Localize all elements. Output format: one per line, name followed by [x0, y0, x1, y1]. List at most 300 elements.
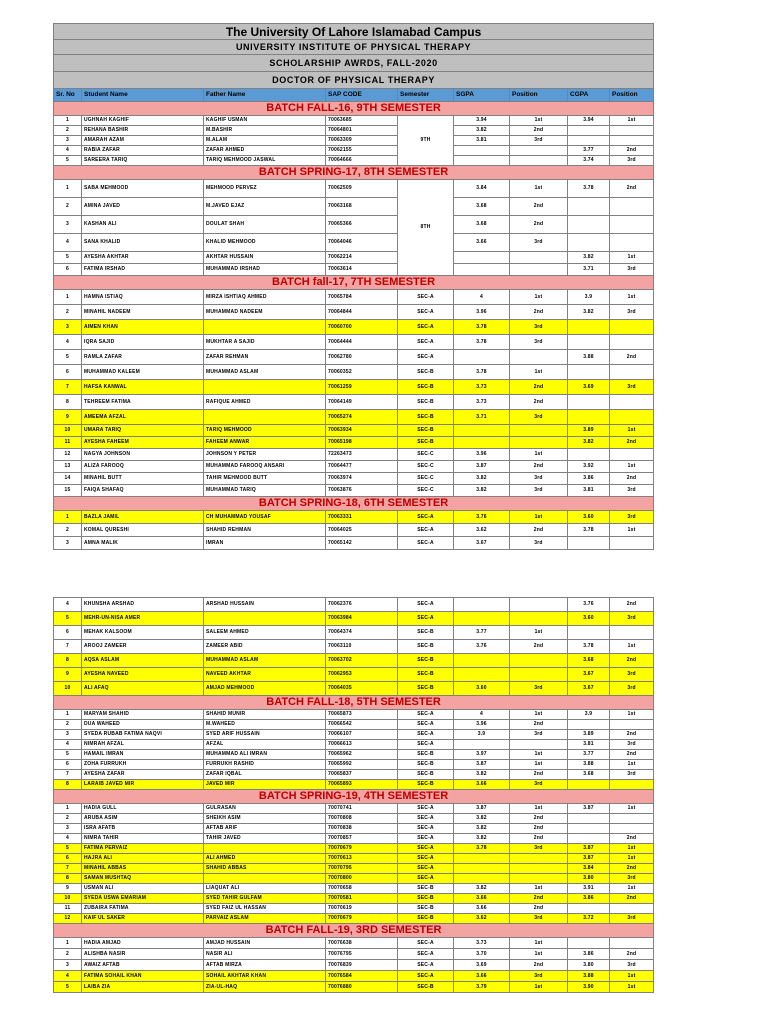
table-row [54, 710, 654, 720]
sgpa-cell: 3.70 [454, 949, 510, 960]
table-row [54, 116, 654, 126]
sap-code-cell: 70062155 [326, 146, 398, 156]
sap-code-cell: 70065366 [326, 216, 398, 234]
position-cell [510, 350, 568, 365]
semester-cell: SEC-A [398, 960, 454, 971]
sgpa-cell: 3.62 [454, 524, 510, 537]
position-cell [510, 156, 568, 166]
cgpa-position-cell [610, 824, 654, 834]
cgpa-position-cell: 3rd [610, 156, 654, 166]
table-row [54, 864, 654, 874]
col-cgpa-position: Position [610, 89, 654, 102]
sr-no-cell: 2 [54, 524, 82, 537]
father-name-cell: ZAMEER ABID [204, 640, 326, 654]
student-name-cell: MEHAK KALSOOM [82, 626, 204, 640]
student-name-cell: FATIMA SOHAIL KHAN [82, 971, 204, 982]
table-row [54, 854, 654, 864]
father-name-cell: TAHIR MEHMOOD BUTT [204, 473, 326, 485]
column-header-row [54, 89, 654, 102]
position-cell [510, 437, 568, 449]
cgpa-cell: 3.82 [568, 305, 610, 320]
sgpa-cell: 3.87 [454, 804, 510, 814]
student-name-cell: AIMEN KHAN [82, 320, 204, 335]
cgpa-position-cell [610, 938, 654, 949]
sgpa-cell: 3.96 [454, 305, 510, 320]
position-cell [510, 874, 568, 884]
position-cell: 3rd [510, 136, 568, 146]
cgpa-cell [568, 780, 610, 790]
student-name-cell: SANA KHALID [82, 234, 204, 252]
table-row [54, 216, 654, 234]
semester-cell: SEC-C [398, 449, 454, 461]
table-row [54, 971, 654, 982]
table-row [54, 824, 654, 834]
father-name-cell: MUHAMMAD ALI IMRAN [204, 750, 326, 760]
sap-code-cell: 72263473 [326, 449, 398, 461]
col-father-name: Father Name [204, 89, 326, 102]
student-name-cell: MEHR-UN-NISA AMER [82, 612, 204, 626]
cgpa-cell: 3.9 [568, 290, 610, 305]
page-break [54, 550, 654, 598]
sap-code-cell: 70064374 [326, 626, 398, 640]
sgpa-cell: 3.77 [454, 626, 510, 640]
sap-code-cell: 70063110 [326, 640, 398, 654]
col-sr-no: Sr. No [54, 89, 82, 102]
position-cell: 2nd [510, 395, 568, 410]
table-row [54, 949, 654, 960]
sr-no-cell: 9 [54, 668, 82, 682]
position-cell: 1st [510, 750, 568, 760]
sgpa-cell [454, 874, 510, 884]
sap-code-cell: 70065893 [326, 780, 398, 790]
semester-cell: SEC-A [398, 524, 454, 537]
cgpa-position-cell: 2nd [610, 750, 654, 760]
cgpa-cell: 3.87 [568, 854, 610, 864]
sgpa-cell [454, 264, 510, 276]
cgpa-cell [568, 449, 610, 461]
sgpa-cell [454, 437, 510, 449]
cgpa-cell: 3.80 [568, 874, 610, 884]
sap-code-cell: 70065274 [326, 410, 398, 425]
cgpa-cell [568, 537, 610, 550]
student-name-cell: USMAN ALI [82, 884, 204, 894]
student-name-cell: AMEEMA AFZAL [82, 410, 204, 425]
sgpa-cell: 3.82 [454, 834, 510, 844]
sap-code-cell: 70070800 [326, 874, 398, 884]
semester-cell: SEC-A [398, 720, 454, 730]
table-row [54, 844, 654, 854]
semester-cell: SEC-B [398, 682, 454, 696]
cgpa-position-cell: 1st [610, 461, 654, 473]
cgpa-cell: 3.89 [568, 730, 610, 740]
father-name-cell: KHALID MEHMOOD [204, 234, 326, 252]
semester-cell: SEC-B [398, 654, 454, 668]
sgpa-cell [454, 598, 510, 612]
father-name-cell: ZAFAR REHMAN [204, 350, 326, 365]
col-student-name: Student Name [82, 89, 204, 102]
cgpa-position-cell [610, 365, 654, 380]
semester-cell: SEC-A [398, 854, 454, 864]
cgpa-cell [568, 395, 610, 410]
father-name-cell: TARIQ MEHMOOD [204, 425, 326, 437]
semester-cell: SEC-B [398, 982, 454, 993]
student-name-cell: ZOHA FURRUKH [82, 760, 204, 770]
student-name-cell: MARYAM SHAHID [82, 710, 204, 720]
cgpa-cell: 3.91 [568, 884, 610, 894]
sap-code-cell: 70061259 [326, 380, 398, 395]
student-name-cell: AMARAH AZAM [82, 136, 204, 146]
institute-title: UNIVERSITY INSTITUTE OF PHYSICAL THERAPY [54, 40, 654, 55]
position-cell [510, 146, 568, 156]
table-row [54, 425, 654, 437]
cgpa-position-cell: 1st [610, 710, 654, 720]
sap-code-cell: 70064666 [326, 156, 398, 166]
table-row [54, 884, 654, 894]
sr-no-cell: 8 [54, 874, 82, 884]
semester-cell: SEC-A [398, 834, 454, 844]
table-row [54, 437, 654, 449]
sr-no-cell: 8 [54, 654, 82, 668]
batch-header [54, 790, 654, 804]
sr-no-cell: 5 [54, 844, 82, 854]
cgpa-cell: 3.67 [568, 682, 610, 696]
student-name-cell: ALISHBA NASIR [82, 949, 204, 960]
cgpa-position-cell: 3rd [610, 380, 654, 395]
sr-no-cell: 3 [54, 824, 82, 834]
cgpa-position-cell [610, 234, 654, 252]
cgpa-position-cell [610, 904, 654, 914]
sap-code-cell: 70070658 [326, 884, 398, 894]
cgpa-cell: 3.90 [568, 982, 610, 993]
sr-no-cell: 3 [54, 960, 82, 971]
table-row [54, 654, 654, 668]
cgpa-cell: 3.68 [568, 770, 610, 780]
semester-cell: SEC-A [398, 537, 454, 550]
cgpa-cell: 3.72 [568, 914, 610, 924]
father-name-cell: NASIR ALI [204, 949, 326, 960]
position-cell: 1st [510, 760, 568, 770]
table-row [54, 365, 654, 380]
semester-cell: SEC-A [398, 824, 454, 834]
cgpa-position-cell [610, 126, 654, 136]
semester-cell: SEC-B [398, 780, 454, 790]
semester-cell: SEC-A [398, 710, 454, 720]
student-name-cell: DUA WAHEED [82, 720, 204, 730]
sap-code-cell: 70070838 [326, 824, 398, 834]
cgpa-cell: 3.80 [568, 960, 610, 971]
student-name-cell: AYESHA AKHTAR [82, 252, 204, 264]
position-cell: 2nd [510, 198, 568, 216]
father-name-cell: TARIQ MEHMOOD JASWAL [204, 156, 326, 166]
table-row [54, 960, 654, 971]
sap-code-cell: 70064046 [326, 234, 398, 252]
semester-cell: SEC-C [398, 485, 454, 497]
sr-no-cell: 5 [54, 982, 82, 993]
semester-cell: SEC-B [398, 425, 454, 437]
father-name-cell: CH MUHAMMAD YOUSAF [204, 511, 326, 524]
cgpa-cell: 3.69 [568, 380, 610, 395]
sgpa-cell: 3.66 [454, 894, 510, 904]
sap-code-cell: 70062376 [326, 598, 398, 612]
cgpa-position-cell [610, 537, 654, 550]
semester-cell: SEC-A [398, 740, 454, 750]
cgpa-position-cell: 1st [610, 524, 654, 537]
sr-no-cell: 3 [54, 537, 82, 550]
cgpa-cell: 3.67 [568, 668, 610, 682]
cgpa-cell: 3.76 [568, 598, 610, 612]
sgpa-cell: 3.68 [454, 216, 510, 234]
student-name-cell: SABA MEHMOOD [82, 180, 204, 198]
father-name-cell: MUHAMMAD ASLAM [204, 654, 326, 668]
sgpa-cell: 3.78 [454, 335, 510, 350]
cgpa-position-cell: 2nd [610, 146, 654, 156]
position-cell: 1st [510, 511, 568, 524]
sr-no-cell: 4 [54, 971, 82, 982]
student-name-cell: NAGYA JOHNSON [82, 449, 204, 461]
batch-header [54, 276, 654, 290]
sr-no-cell: 1 [54, 180, 82, 198]
sgpa-cell: 3.68 [454, 198, 510, 216]
student-name-cell: MINAHIL ABBAS [82, 864, 204, 874]
sgpa-cell: 3.94 [454, 116, 510, 126]
sgpa-cell: 3.73 [454, 938, 510, 949]
sgpa-cell: 3.82 [454, 814, 510, 824]
cgpa-cell: 3.94 [568, 116, 610, 126]
father-name-cell: AMJAD HUSSAIN [204, 938, 326, 949]
cgpa-position-cell: 2nd [610, 894, 654, 904]
cgpa-position-cell [610, 395, 654, 410]
table-row [54, 350, 654, 365]
cgpa-cell: 3.77 [568, 146, 610, 156]
position-cell: 1st [510, 804, 568, 814]
sr-no-cell: 8 [54, 395, 82, 410]
sr-no-cell: 4 [54, 234, 82, 252]
table-row [54, 894, 654, 904]
table-row [54, 814, 654, 824]
student-name-cell: ARUBA ASIM [82, 814, 204, 824]
cgpa-cell [568, 320, 610, 335]
sr-no-cell: 1 [54, 511, 82, 524]
student-name-cell: KHUNSHA ARSHAD [82, 598, 204, 612]
father-name-cell: IMRAN [204, 537, 326, 550]
batch-title: BATCH SPRING-17, 8TH SEMESTER [54, 166, 654, 180]
sap-code-cell: 70063685 [326, 116, 398, 126]
table-row [54, 180, 654, 198]
father-name-cell: RAFIQUE AHMED [204, 395, 326, 410]
table-row [54, 449, 654, 461]
position-cell: 2nd [510, 720, 568, 730]
father-name-cell: KAGHIF USMAN [204, 116, 326, 126]
father-name-cell: MUHAMMAD ASLAM [204, 365, 326, 380]
sr-no-cell: 6 [54, 626, 82, 640]
table-row [54, 682, 654, 696]
sgpa-cell: 3.79 [454, 982, 510, 993]
sap-code-cell: 70063702 [326, 654, 398, 668]
sr-no-cell: 3 [54, 136, 82, 146]
sr-no-cell: 2 [54, 720, 82, 730]
position-cell: 1st [510, 365, 568, 380]
semester-cell: SEC-B [398, 626, 454, 640]
table-row [54, 770, 654, 780]
cgpa-cell: 3.88 [568, 760, 610, 770]
father-name-cell: AFZAL [204, 740, 326, 750]
sap-code-cell: 70063614 [326, 264, 398, 276]
father-name-cell: SHAHID MUNIR [204, 710, 326, 720]
student-name-cell: KAIF UL SAKER [82, 914, 204, 924]
student-name-cell: AWAIZ AFTAB [82, 960, 204, 971]
position-cell: 3rd [510, 234, 568, 252]
sr-no-cell: 2 [54, 949, 82, 960]
position-cell [510, 668, 568, 682]
program-title: DOCTOR OF PHYSICAL THERAPY [54, 72, 654, 89]
table-row [54, 740, 654, 750]
table-row [54, 730, 654, 740]
semester-cell: SEC-A [398, 290, 454, 305]
table-row [54, 198, 654, 216]
table-row [54, 380, 654, 395]
cgpa-cell: 3.81 [568, 485, 610, 497]
sap-code-cell: 70070619 [326, 904, 398, 914]
cgpa-position-cell: 2nd [610, 180, 654, 198]
father-name-cell: AFTAB ARIF [204, 824, 326, 834]
table-row [54, 780, 654, 790]
cgpa-position-cell: 1st [610, 116, 654, 126]
batch-title: BATCH FALL-19, 3RD SEMESTER [54, 924, 654, 938]
table-row [54, 126, 654, 136]
sap-code-cell: 70063168 [326, 198, 398, 216]
table-row [54, 234, 654, 252]
sap-code-cell: 70060700 [326, 320, 398, 335]
cgpa-cell: 3.60 [568, 511, 610, 524]
sr-no-cell: 1 [54, 938, 82, 949]
sap-code-cell: 70076638 [326, 938, 398, 949]
father-name-cell: MUHAMMAD IRSHAD [204, 264, 326, 276]
sgpa-cell [454, 350, 510, 365]
student-name-cell: UGHNAH KAGHIF [82, 116, 204, 126]
student-name-cell: AQSA ASLAM [82, 654, 204, 668]
sheet-title: The University Of Lahore Islamabad Campus [54, 24, 654, 40]
student-name-cell: AMINA JAVED [82, 198, 204, 216]
sgpa-cell: 3.87 [454, 760, 510, 770]
father-name-cell: AFTAB MIRZA [204, 960, 326, 971]
student-name-cell: AYESHA ZAFAR [82, 770, 204, 780]
position-cell: 1st [510, 949, 568, 960]
sgpa-cell: 3.67 [454, 537, 510, 550]
cgpa-position-cell: 3rd [610, 914, 654, 924]
sap-code-cell: 70065873 [326, 710, 398, 720]
cgpa-cell [568, 814, 610, 824]
student-name-cell: HADIA GULL [82, 804, 204, 814]
semester-cell: SEC-A [398, 350, 454, 365]
student-name-cell: MINAHIL NADEEM [82, 305, 204, 320]
cgpa-cell [568, 365, 610, 380]
sap-code-cell: 70070613 [326, 854, 398, 864]
sap-code-cell: 70066107 [326, 730, 398, 740]
table-row [54, 305, 654, 320]
sr-no-cell: 4 [54, 335, 82, 350]
student-name-cell: HAMAIL IMRAN [82, 750, 204, 760]
student-name-cell: AMNA MALIK [82, 537, 204, 550]
cgpa-cell: 3.89 [568, 425, 610, 437]
sr-no-cell: 1 [54, 290, 82, 305]
semester-cell: SEC-B [398, 770, 454, 780]
table-row [54, 760, 654, 770]
semester-cell: SEC-B [398, 410, 454, 425]
father-name-cell [204, 612, 326, 626]
cgpa-cell: 3.77 [568, 750, 610, 760]
cgpa-cell [568, 720, 610, 730]
col-semester: Semester [398, 89, 454, 102]
sr-no-cell: 4 [54, 834, 82, 844]
cgpa-cell: 3.68 [568, 654, 610, 668]
position-cell: 3rd [510, 320, 568, 335]
sap-code-cell: 70070808 [326, 814, 398, 824]
sgpa-cell: 3.66 [454, 904, 510, 914]
sgpa-cell: 3.71 [454, 410, 510, 425]
sap-code-cell: 70070857 [326, 834, 398, 844]
sap-code-cell: 70064149 [326, 395, 398, 410]
table-row [54, 804, 654, 814]
position-cell: 2nd [510, 904, 568, 914]
sgpa-cell: 3.96 [454, 449, 510, 461]
cgpa-cell: 3.78 [568, 524, 610, 537]
father-name-cell: SHEIKH ASIM [204, 814, 326, 824]
cgpa-position-cell: 1st [610, 760, 654, 770]
table-row [54, 136, 654, 146]
semester-cell: SEC-B [398, 760, 454, 770]
cgpa-position-cell: 3rd [610, 960, 654, 971]
sgpa-cell: 3.82 [454, 770, 510, 780]
sgpa-cell: 3.66 [454, 971, 510, 982]
sr-no-cell: 2 [54, 814, 82, 824]
father-name-cell: LIAQUAT ALI [204, 884, 326, 894]
cgpa-cell [568, 824, 610, 834]
sr-no-cell: 6 [54, 264, 82, 276]
col-sap-code: SAP CODE [326, 89, 398, 102]
table-row [54, 834, 654, 844]
sap-code-cell: 70076880 [326, 982, 398, 993]
table-row [54, 146, 654, 156]
student-name-cell: AROOJ ZAMEER [82, 640, 204, 654]
sr-no-cell: 2 [54, 198, 82, 216]
position-cell: 2nd [510, 960, 568, 971]
father-name-cell: MUHAMMAD TARIQ [204, 485, 326, 497]
batch-title: BATCH SPRING-18, 6TH SEMESTER [54, 497, 654, 511]
table-row [54, 668, 654, 682]
sgpa-cell: 4 [454, 710, 510, 720]
position-cell: 3rd [510, 537, 568, 550]
father-name-cell: GULRASAN [204, 804, 326, 814]
col-position: Position [510, 89, 568, 102]
sgpa-cell: 3.84 [454, 180, 510, 198]
sgpa-cell: 3.97 [454, 750, 510, 760]
sap-code-cell: 70064035 [326, 682, 398, 696]
sr-no-cell: 9 [54, 884, 82, 894]
sgpa-cell [454, 668, 510, 682]
cgpa-position-cell: 1st [610, 252, 654, 264]
sap-code-cell: 70065992 [326, 760, 398, 770]
semester-cell: SEC-B [398, 914, 454, 924]
cgpa-cell [568, 234, 610, 252]
cgpa-position-cell: 3rd [610, 511, 654, 524]
father-name-cell: SYED FAIZ UL HASSAN [204, 904, 326, 914]
sr-no-cell: 10 [54, 682, 82, 696]
father-name-cell: SHAHID ABBAS [204, 864, 326, 874]
father-name-cell [204, 410, 326, 425]
semester-cell: SEC-A [398, 335, 454, 350]
student-name-cell: LARAIB JAVED MIR [82, 780, 204, 790]
sap-code-cell: 70062214 [326, 252, 398, 264]
